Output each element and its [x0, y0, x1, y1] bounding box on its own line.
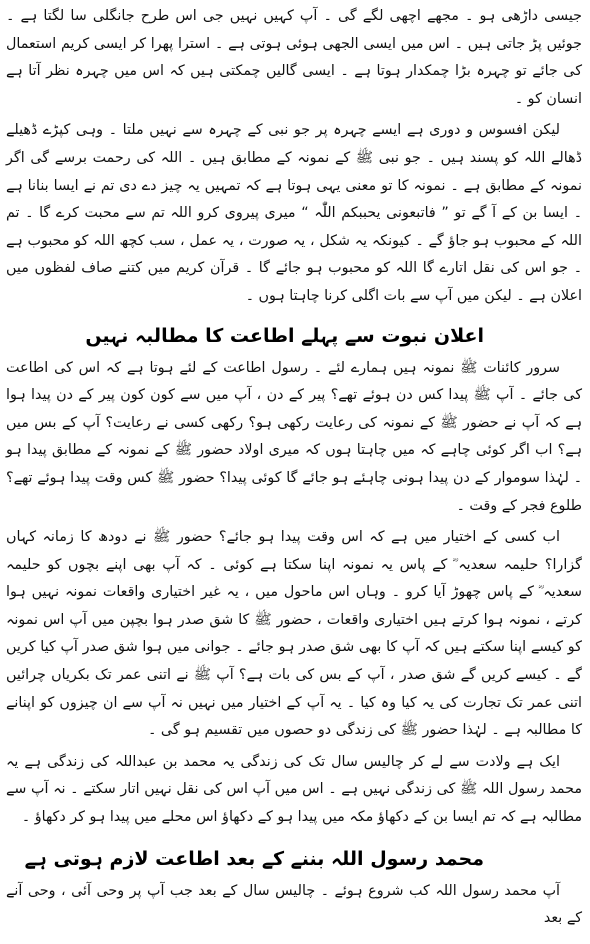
paragraph-following-prophet-model: لیکن افسوس و دوری ہے ایسے چہرہ پر جو نبی کے چہرہ سے نہیں ملتا ۔ وہی کپڑے ڈھیلے ڈھالے اللہ کو پسند ہیں ۔ جو نبی ﷺ کے نمونہ کے مطابق ہیں ۔ اللہ کی رحمت برسے گی اگر نمونہ کے مطابق ہے ۔ نمونہ کا تو معنی یہی ہوتا ہے کہ تمہیں یہ چیز دے دی تم نے ایسا بنانا ہے ۔ ایسا بن کے آ گے تو ” فاتبعونی یحببکم اللّٰہ “ میری پیروی کرو اللہ تم سے محبت کرے گا ۔ تم اللہ کے محبوب ہو جاؤ گے ۔ کیونکہ یہ شکل ، یہ صورت ، یہ عمل ، سب کچھ اللہ کو محبوب ہے ۔ جو اس کی نقل اتارے گا اللہ کو محبوب ہو جائے گا ۔ قرآن کریم میں کتنے صاف لفظوں میں اعلان ہے ۔ لیکن میں آپ سے بات اگلی کرنا چاہتا ہوں ۔ — [6, 122, 582, 304]
paragraph-birth-day-example: سرور کائنات ﷺ نمونہ ہیں ہمارے لئے ۔ رسول اطاعت کے لئے ہوتا ہے کہ اس کی اطاعت کی جائے ۔ آپ ﷺ پیدا کس دن ہوئے تھے؟ پیر کے دن ، آپ میں سے کون کون پیر کے دن پیدا ہوا ہے کہ آپ نے حضور ﷺ کے نمونہ کی رعایت رکھی ہو؟ رکھی کسی نے رعایت؟ آپ کے بس میں ہے؟ اب اگر کوئی چاہے کہ میں چاہتا ہوں کہ میری اولاد حضور ﷺ کے نمونہ کے مطابق پیدا ہو ۔ لہٰذا سوموار کے دن پیدا ہونی چاہئے ہو جائے گا کوئی پیدا؟ حضور ﷺ کس وقت پیدا ہوئے تھے؟ طلوع فجر کے وقت ۔ — [6, 359, 582, 514]
section-heading-obedience-after-prophethood: محمد رسول اللہ بننے کے بعد اطاعت لازم ہوتی ہے — [24, 847, 484, 870]
paragraph-non-voluntary-events: اب کسی کے اختیار میں ہے کہ اس وقت پیدا ہو جائے؟ حضور ﷺ نے دودھ کا زمانہ کہاں گزارا؟ حلیمہ سعدیہ ؓ کے پاس یہ نمونہ اپنا سکتا ہے کوئی ۔ کہ آپ بھی اپنے بچوں کو حلیمہ سعدیہ ؓ کے پاس چھوڑ آیا کرو ۔ وہاں اس ماحول میں ، یہ غیر اختیاری واقعات نمونہ نہیں ہوا کرتے ، نمونہ ہوا کرتے ہیں اختیاری واقعات ، حضور ﷺ کا شق صدر ہوا بچپن میں آپ اس نمونہ کو کیسے اپنا سکتے ہیں کہ آپ کا بھی شق صدر ہو جائے ۔ جوانی میں ہوا شق صدر آپ کیا کریں گے ۔ کیسے کریں گے شق صدر ، آپ کے بس کی بات ہے؟ آپ ﷺ نے اتنی عمر تک بکریاں چرائیں اتنی عمر تک تجارت کی یہ کیا وہ کیا ۔ یہ آپ کے اختیار میں نہیں نہ آپ سے ان چیزوں کو اپنانے کا مطالبہ ہے ۔ لہٰذا حضور ﷺ کی زندگی دو حصوں میں تقسیم ہو گی ۔ — [6, 529, 582, 739]
paragraph-after-revelation: آپ محمد رسول اللہ کب شروع ہوئے ۔ چالیس سال کے بعد جب آپ پر وحی آئی ، وحی آنے کے بعد — [6, 882, 582, 927]
paragraph-first-forty-years: ایک ہے ولادت سے لے کر چالیس سال تک کی زندگی یہ محمد بن عبداللہ کی زندگی ہے یہ محمد رسول اللہ ﷺ کی زندگی نہیں ہے ۔ اس میں آپ اس کی نقل نہیں اتار سکتے ۔ نہ آپ سے مطالبہ ہے کہ تم ایسا بن کے دکھاؤ مکہ میں پیدا ہو کے دکھاؤ اس محلے میں پیدا ہو کر دکھاؤ ۔ — [6, 753, 582, 826]
section-heading-no-obedience-before-prophethood: اعلان نبوت سے پہلے اطاعت کا مطالبہ نہیں — [85, 324, 484, 347]
paragraph-beard-description: جیسی داڑھی ہو ۔ مجھے اچھی لگے گی ۔ آپ کہیں نہیں جی اس طرح جانگلی سا لگتا ہے ۔ جوئیں پڑ جاتی ہیں ۔ اس میں ایسی الجھی ہوئی ہوتی ہے ۔ استرا پھرا کر ایسی کریم استعمال کی جائے تو چہرہ بڑا چمکدار ہوتا ہے ۔ ایسی گالیں چمکتی ہیں کہ اس میں چہرہ نظر آتا ہے انسان کو ۔ — [6, 8, 582, 107]
